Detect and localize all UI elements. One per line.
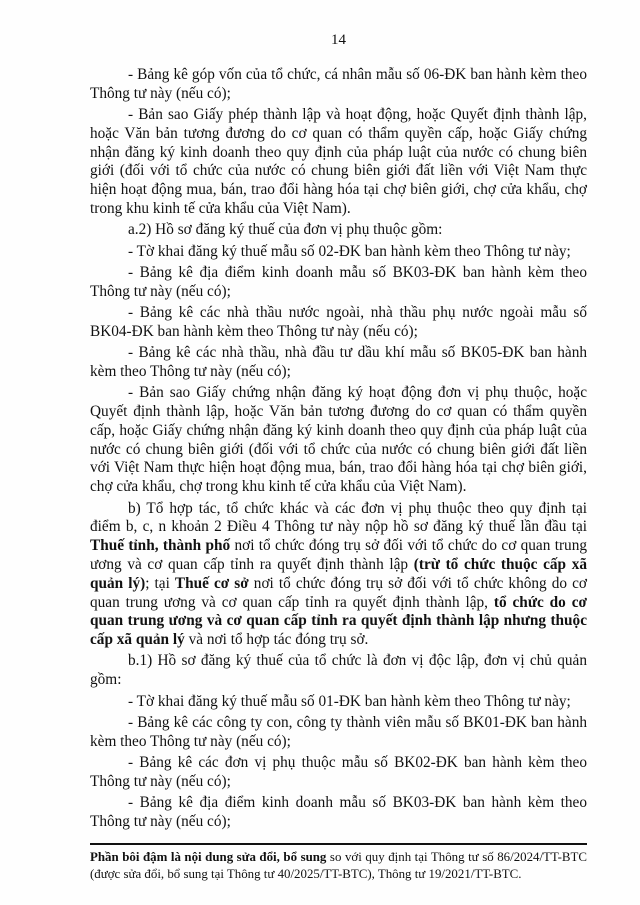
text-run: - Tờ khai đăng ký thuế mẫu số 02-ĐK ban hành kèm theo Thông tư này;: [128, 242, 571, 260]
text-run: - Bảng kê địa điểm kinh doanh mẫu số BK03-ĐK ban hành kèm theo Thông tư này (nếu có);: [90, 793, 587, 830]
paragraph: [90, 384, 587, 497]
paragraph: [90, 652, 587, 690]
text-run: so với quy định tại Thông tư số 86/2024/TT-BTC (được sửa đổi, bổ sung tại Thông tư 40/2025/TT-BTC), Thông tư 19/2021/TT-BTC.: [90, 850, 587, 881]
paragraph: [90, 754, 587, 792]
text-run: - Bản sao Giấy phép thành lập và hoạt động, hoặc Quyết định thành lập, hoặc Văn bản tương đương do cơ quan có thẩm quyền cấp, hoặc Giấy chứng nhận đăng ký kinh doanh theo quy định của pháp luật của nước có chung biên giới (đối với tổ chức của nước có chung biên giới đất liền với Việt Nam thực hiện hoạt động mua, bán, trao đổi hàng hóa tại chợ biên giới, chợ cửa khẩu, chợ trong khu kinh tế cửa khẩu của Việt Nam).: [90, 106, 587, 218]
bold-text-run: tổ chức do cơ quan trung ương và cơ quan cấp tỉnh ra quyết định thành lập nhưng thuộc cấp xã quản lý: [90, 593, 587, 649]
paragraph: [90, 714, 587, 752]
text-run: b) Tổ hợp tác, tổ chức khác và các đơn vị phụ thuộc theo quy định tại điểm b, c, n khoản 2 Điều 4 Thông tư này nộp hồ sơ đăng ký thuế lần đầu tại: [90, 499, 587, 536]
text-run: - Bảng kê các nhà thầu nước ngoài, nhà thầu phụ nước ngoài mẫu số BK04-ĐK ban hành kèm theo Thông tư này (nếu có);: [90, 304, 587, 340]
text-run: nơi tổ chức đóng trụ sở đối với tổ chức do cơ quan trung ương và cơ quan cấp tỉnh ra quyết định thành lập: [90, 537, 587, 573]
text-run: a.2) Hồ sơ đăng ký thuế của đơn vị phụ thuộc gồm:: [128, 221, 443, 239]
text-run: - Bảng kê các đơn vị phụ thuộc mẫu số BK02-ĐK ban hành kèm theo Thông tư này (nếu có);: [90, 753, 587, 790]
text-run: - Bảng kê các công ty con, công ty thành viên mẫu số BK01-ĐK ban hành kèm theo Thông tư này (nếu có);: [90, 713, 587, 750]
paragraph: [90, 264, 587, 302]
text-run: - Tờ khai đăng ký thuế mẫu số 01-ĐK ban hành kèm theo Thông tư này;: [128, 692, 571, 710]
text-run: ; tại: [145, 574, 175, 592]
text-run: b.1) Hồ sơ đăng ký thuế của tổ chức là đơn vị độc lập, đơn vị chủ quản gồm:: [90, 652, 587, 689]
paragraph: [90, 221, 587, 240]
bold-text-run: Phần bôi đậm là nội dung sửa đổi, bổ sung: [90, 850, 327, 864]
paragraph: [90, 693, 587, 712]
paragraph: [90, 66, 587, 104]
paragraph: [90, 106, 587, 219]
paragraph: [90, 794, 587, 832]
text-run: - Bảng kê góp vốn của tổ chức, cá nhân mẫu số 06-ĐK ban hành kèm theo Thông tư này (nếu có);: [90, 66, 587, 102]
paragraph: [90, 304, 587, 342]
paragraph: [90, 243, 587, 262]
paragraph: [90, 500, 587, 650]
bold-text-run: (trừ tổ chức thuộc cấp xã quản lý): [90, 555, 588, 592]
document-body: [90, 66, 587, 834]
footnote-separator: [90, 843, 587, 845]
bold-text-run: Thuế tỉnh, thành phố: [90, 537, 231, 555]
footnote-block: [90, 843, 587, 882]
paragraph: [90, 344, 587, 382]
text-run: nơi tổ chức đóng trụ sở đối với tổ chức không do cơ quan trung ương và cơ quan cấp tỉnh ra quyết định thành lập,: [90, 574, 587, 611]
page-number: 14: [331, 32, 346, 48]
text-run: - Bảng kê địa điểm kinh doanh mẫu số BK03-ĐK ban hành kèm theo Thông tư này (nếu có);: [90, 263, 587, 300]
footnote: [90, 849, 587, 882]
paragraph: [90, 849, 587, 882]
text-run: và nơi tổ hợp tác đóng trụ sở.: [184, 631, 369, 649]
bold-text-run: Thuế cơ sở: [174, 574, 249, 592]
text-run: - Bảng kê các nhà thầu, nhà đầu tư dầu khí mẫu số BK05-ĐK ban hành kèm theo Thông tư này (nếu có);: [90, 344, 587, 380]
text-run: - Bản sao Giấy chứng nhận đăng ký hoạt động đơn vị phụ thuộc, hoặc Quyết định thành lập, hoặc Văn bản tương đương do cơ quan có thẩm quyền cấp, hoặc Giấy chứng nhận đăng ký kinh doanh theo quy định của pháp luật của nước có chung biên giới (đối với tổ chức của nước có chung biên giới đất liền với Việt Nam thực hiện hoạt động mua, bán, trao đổi hàng hóa tại chợ biên giới, chợ cửa khẩu, chợ trong khu kinh tế cửa khẩu của Việt Nam).: [90, 384, 587, 496]
